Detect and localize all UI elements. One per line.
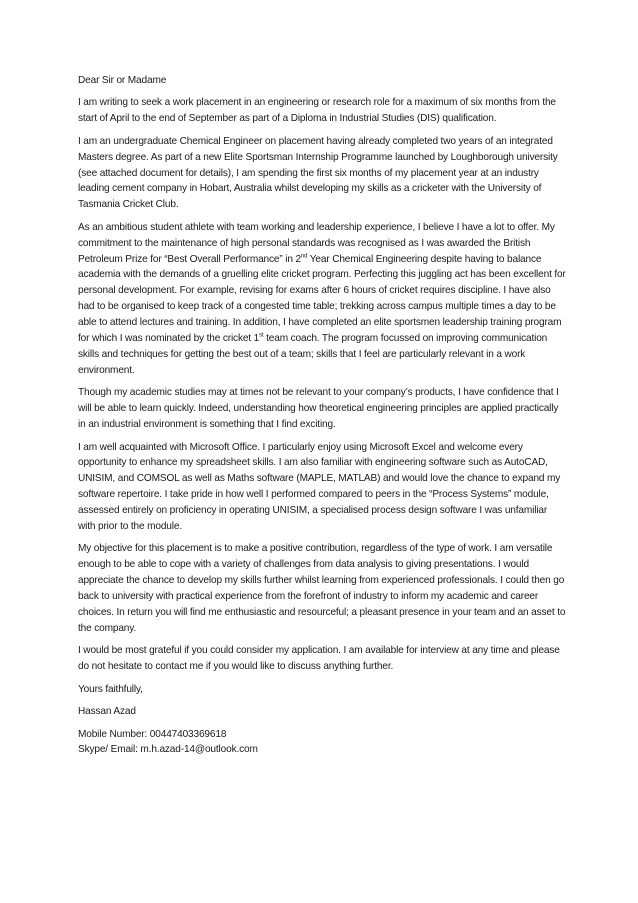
contact-email: Skype/ Email: m.h.azad-14@outlook.com	[78, 744, 258, 756]
paragraph-placement-request: I am writing to seek a work placement in an engineering or research role for a maximum of six months from the start of April to the end of September as part of a Diploma in Industrial Studies (DIS) qualification.	[78, 97, 556, 125]
paragraph-learning: Though my academic studies may at times not be relevant to your company’s products, I have confidence that I will be able to learn quickly. Indeed, understanding how theoretical engineering principles are applied practically in an industrial environment is something that I find exciting.	[78, 387, 559, 431]
closing-phrase: Yours faithfully,	[78, 683, 143, 695]
paragraph-experience	[78, 220, 566, 379]
superscript-nd: nd	[300, 253, 308, 260]
cover-letter	[78, 73, 566, 758]
paragraph-experience-part-2: Year Chemical Engineering despite having to balance academia with the demands of a gruelling elite cricket program. Perfecting this juggling act has been excellent for personal development. For example, revising for exams after 6 hours of cricket requires discipline. I have also had to be organised to keep track of a congested time table; trekking across campus multiple times a day to be able to attend lectures and training. In addition, I have completed an elite sportsmen leadership training program for which I was nominated by the cricket 1	[78, 253, 566, 345]
salutation: Dear Sir or Madame	[78, 75, 167, 86]
paragraph-objective: My objective for this placement is to make a positive contribution, regardless of the type of work. I am versatile enough to be able to cope with a variety of challenges from data analysis to giving presentations. I would appreciate the chance to develop my skills further whilst learning from experienced professionals. I could then go back to university with practical experience from the forefront of industry to inform my academic and career choices. In return you will find me enthusiastic and resourceful; a pleasant presence in your team and an asset to the company.	[78, 543, 566, 634]
paragraph-closing-request: I would be most grateful if you could consider my application. I am available for interview at any time and please do not hesitate to contact me if you would like to discuss anything further.	[78, 645, 560, 673]
paragraph-software-skills: I am well acquainted with Microsoft Office. I particularly enjoy using Microsoft Excel and welcome every opportunity to enhance my spreadsheet skills. I am also familiar with engineering software such as AutoCAD, UNISIM, and COMSOL as well as Maths software (MAPLE, MATLAB) and would love the chance to expand my software repertoire. I take pride in how well I performed compared to peers in the “Process Systems” module, assessed entirely on proficiency in operating UNISIM, a specialised process design software I was unfamiliar with prior to the module.	[78, 441, 561, 533]
contact-mobile: Mobile Number: 00447403369618	[78, 728, 227, 740]
paragraph-experience-part-1: As an ambitious student athlete with team working and leadership experience, I believe I have a lot to offer. My commitment to the maintenance of high personal standards was recognised as I was awarded the British Petroleum Prize for “Best Overall Performance” in 2	[78, 221, 555, 265]
paragraph-background: I am an undergraduate Chemical Engineer on placement having already completed two years of an integrated Masters degree. As part of a new Elite Sportsman Internship Programme launched by Loughborough university (see attached document for details), I am spending the first six months of my placement year at an industry leading cement company in Hobart, Australia whilst developing my skills as a cricketer with the University of Tasmania Cricket Club.	[78, 135, 558, 211]
superscript-st: st	[259, 332, 264, 339]
paragraph-experience-part-3: team coach. The program focussed on improving communication skills and techniques for getting the best out of a team; skills that I feel are particularly relevant in a work environment.	[78, 333, 548, 376]
signature-name: Hassan Azad	[78, 706, 136, 718]
contact-details	[78, 727, 566, 759]
